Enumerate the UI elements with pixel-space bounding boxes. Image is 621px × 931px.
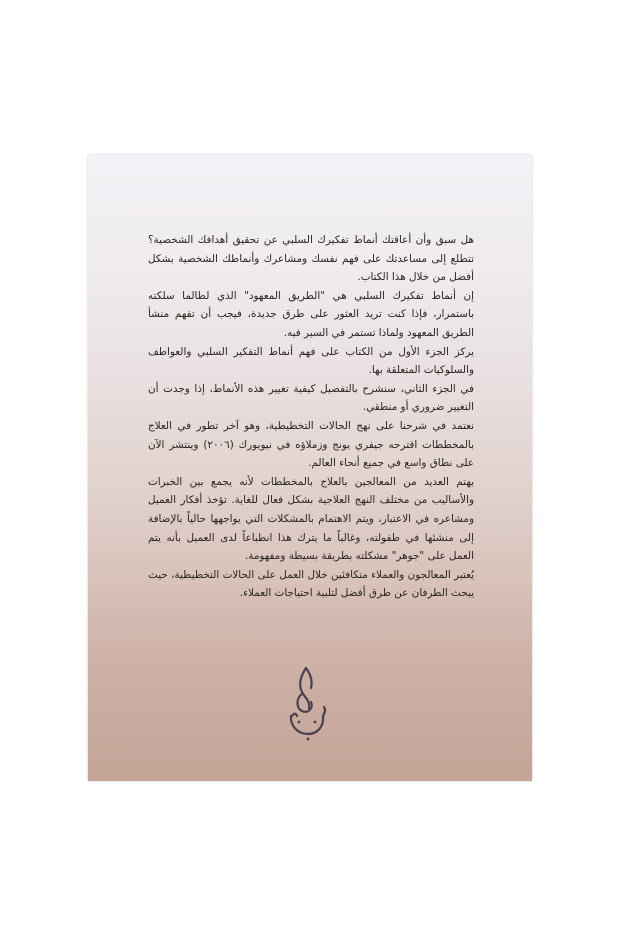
blurb-text: [148, 231, 474, 603]
blurb-paragraph-3: يركز الجزء الأول من الكتاب على فهم أنماط التفكير السلبي والعواطف والسلوكيات المتعلقة بها.: [148, 345, 474, 377]
blurb-paragraph-7: يُعتبر المعالجون والعملاء متكافئين خلال العمل على الحالات التخطيطية، حيث يبحث الطرفان عن طرق أفضل لتلبية احتياجات العملاء.: [148, 568, 474, 600]
blurb-paragraph-1: هل سبق وأن أعاقتك أنماط تفكيرك السلبي عن تحقيق أهدافك الشخصية؟ تتطلع إلى مساعدتك على فهم نفسك ومشاعرك وأنماطك الشخصية بشكل أفضل من خلال هذا الكتاب.: [148, 234, 474, 284]
blurb-paragraph-6: يهتم العديد من المعالجين بالعلاج بالمخططات لأنه يجمع بين الخبرات والأساليب من مختلف النهج العلاجية بشكل فعال للغاية. تؤخذ أفكار العميل ومشاعره في الاعتبار، ويتم الاهتمام بالمشكلات التي يواجهها حالياً بالإضافة إلى منشئها في طفولته، وغالباً ما يترك هذا انطباعاً لدى العميل بأنه يتم العمل على "جوهر" مشكلته بطريقة بسيطة ومفهومة.: [148, 475, 474, 563]
blurb-paragraph-5: نعتمد في شرحنا على نهج الحالات التخطيطية، وهو آخر تطور في العلاج بالمخططات اقترحه جيفري يونج وزملاؤه في نيويورك (٢٠٠٦) وينتشر الآن على نطاق واسع في جميع أنحاء العالم.: [148, 419, 474, 470]
calligraphy-logo-icon: [284, 664, 330, 742]
book-back-cover: [88, 155, 532, 781]
blurb-paragraph-2: إن أنماط تفكيرك السلبي هي "الطريق المعهود" الذي لطالما سلكته باستمرار، فإذا كنت تريد العثور على طرق جديدة، فيجب أن تفهم منشأ الطريق المعهود ولماذا تستمر في السير فيه.: [148, 289, 474, 339]
blurb-paragraph-4: في الجزء الثاني، سنشرح بالتفصيل كيفية تغيير هذه الأنماط، إذا وجدت أن التغيير ضروري أو منطقي.: [148, 382, 474, 414]
